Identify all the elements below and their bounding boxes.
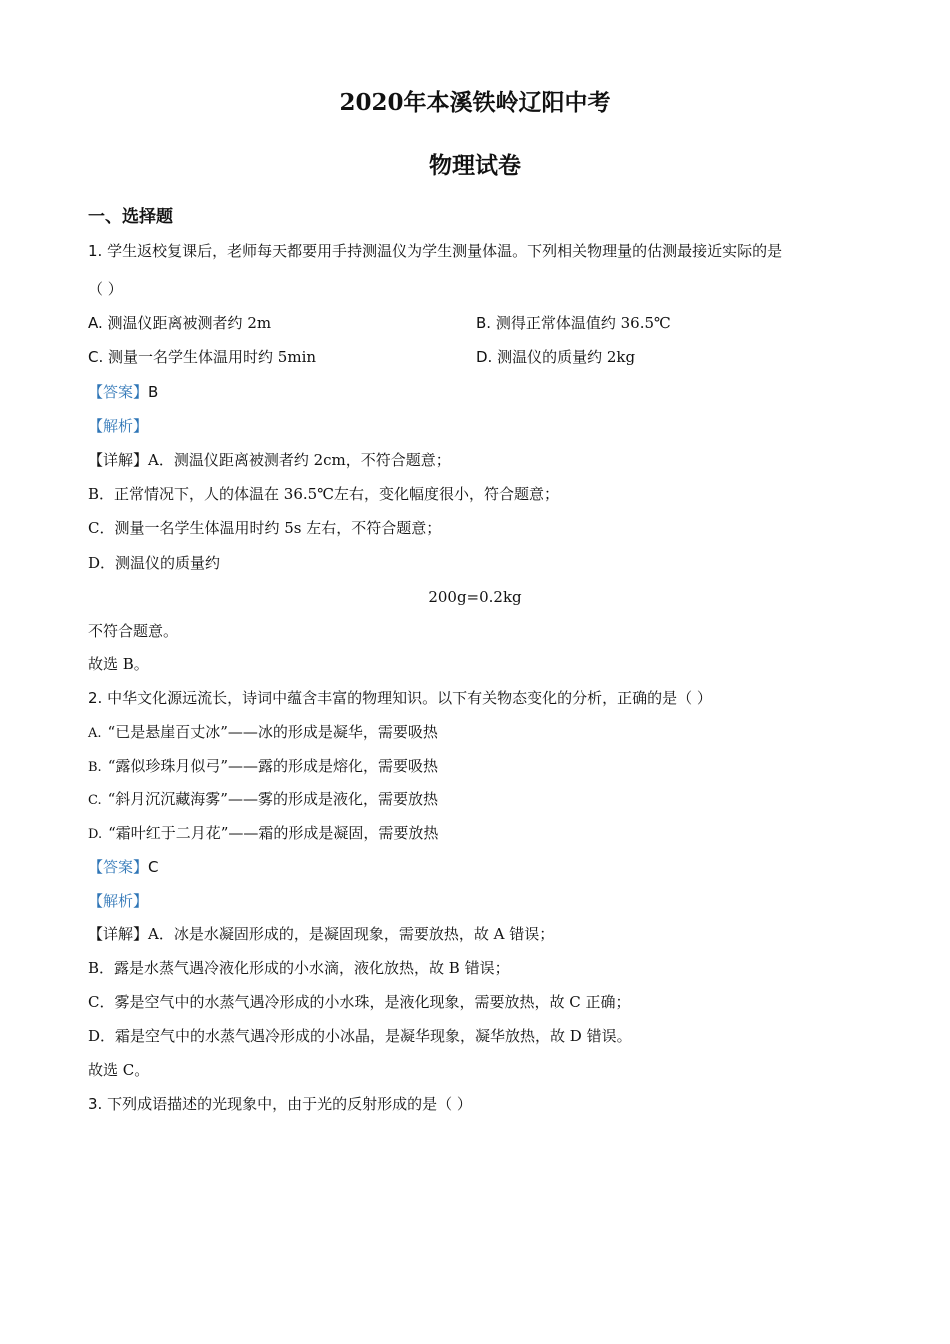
question-text: 中华文化源远流长，诗词中蕴含丰富的物理知识。以下有关物态变化的分析，正确的是（ ）	[107, 689, 712, 707]
option-letter: B.	[476, 314, 492, 332]
q1-option-c	[88, 346, 316, 368]
q2-option-a	[88, 721, 438, 745]
q2-detail-b: B．露是水蒸气遇冷液化形成的小水滴，液化放热，故 B 错误；	[88, 959, 510, 977]
q2-answer	[88, 856, 159, 878]
option-text: “霜叶红于二月花”——霜的形成是凝固，需要放热	[108, 824, 439, 842]
q1-detail-d: D．测温仪的质量约	[88, 554, 221, 572]
q2-option-d	[88, 822, 438, 846]
question-number: 2.	[88, 689, 103, 707]
question-2-stem	[88, 687, 712, 709]
option-letter: C.	[88, 348, 104, 366]
q1-analysis-label: 【解析】	[88, 417, 149, 435]
q2-analysis-label: 【解析】	[88, 892, 149, 910]
q1-detail-a	[88, 449, 451, 471]
q1-detail-b: B．正常情况下，人的体温在 36.5℃左右，变化幅度很小，符合题意；	[88, 485, 559, 503]
q1-option-b	[476, 312, 671, 334]
answer-label: 【答案】	[88, 858, 149, 876]
section-heading: 一、选择题	[88, 207, 173, 227]
question-text: 学生返校复课后，老师每天都要用手持测温仪为学生测量体温。下列相关物理量的估测最接近实际的是	[107, 242, 783, 260]
q2-detail-d: D．霜是空气中的水蒸气遇冷形成的小冰晶，是凝华现象，凝华放热，故 D 错误。	[88, 1027, 632, 1045]
option-text: 测温仪距离被测者约 2m	[107, 314, 272, 332]
q1-not-match: 不符合题意。	[88, 622, 179, 640]
q1-formula: 200g=0.2kg	[428, 588, 522, 606]
detail-label: 【详解】	[88, 451, 149, 469]
option-letter: A.	[88, 726, 102, 741]
q1-answer	[88, 381, 158, 403]
q2-detail-a	[88, 923, 554, 945]
detail-text: A．测温仪距离被测者约 2cm，不符合题意；	[148, 451, 451, 469]
option-text: “已是悬崖百丈冰”——冰的形成是凝华，需要吸热	[107, 723, 438, 741]
answer-value: B	[148, 383, 159, 401]
question-3-stem	[88, 1093, 472, 1115]
option-text: 测得正常体温值约 36.5℃	[495, 314, 671, 332]
option-text: 测量一名学生体温用时约 5min	[108, 348, 317, 366]
option-letter: B.	[88, 760, 102, 775]
detail-text: A．冰是水凝固形成的，是凝固现象，需要放热，故 A 错误；	[148, 925, 555, 943]
question-number: 3.	[88, 1095, 103, 1113]
option-letter: D.	[476, 348, 493, 366]
option-letter: C.	[88, 793, 102, 808]
q2-detail-c: C．雾是空气中的水蒸气遇冷形成的小水珠，是液化现象，需要放热，故 C 正确；	[88, 993, 631, 1011]
question-text: 下列成语描述的光现象中，由于光的反射形成的是（ ）	[107, 1095, 472, 1113]
q2-option-b	[88, 755, 438, 779]
option-letter: D.	[88, 827, 103, 842]
option-text: “露似珍珠月似弓”——露的形成是熔化，需要吸热	[107, 757, 439, 775]
detail-label: 【详解】	[88, 925, 149, 943]
answer-value: C	[148, 858, 159, 876]
q2-conclusion: 故选 C。	[88, 1061, 150, 1079]
q1-option-d	[476, 346, 635, 368]
q1-conclusion: 故选 B。	[88, 655, 149, 673]
question-1-paren: （ ）	[88, 280, 123, 298]
q2-option-c	[88, 788, 438, 812]
q1-option-a	[88, 312, 271, 334]
option-letter: A.	[88, 314, 103, 332]
option-text: “斜月沉沉藏海雾”——雾的形成是液化，需要放热	[107, 790, 438, 808]
question-number: 1.	[88, 242, 103, 260]
answer-label: 【答案】	[88, 383, 149, 401]
question-1-stem	[88, 240, 782, 262]
exam-title: 2020年本溪铁岭辽阳中考	[339, 89, 611, 116]
option-text: 测温仪的质量约 2kg	[497, 348, 636, 366]
exam-subtitle: 物理试卷	[429, 152, 521, 179]
q1-detail-c: C．测量一名学生体温用时约 5s 左右，不符合题意；	[88, 519, 442, 537]
